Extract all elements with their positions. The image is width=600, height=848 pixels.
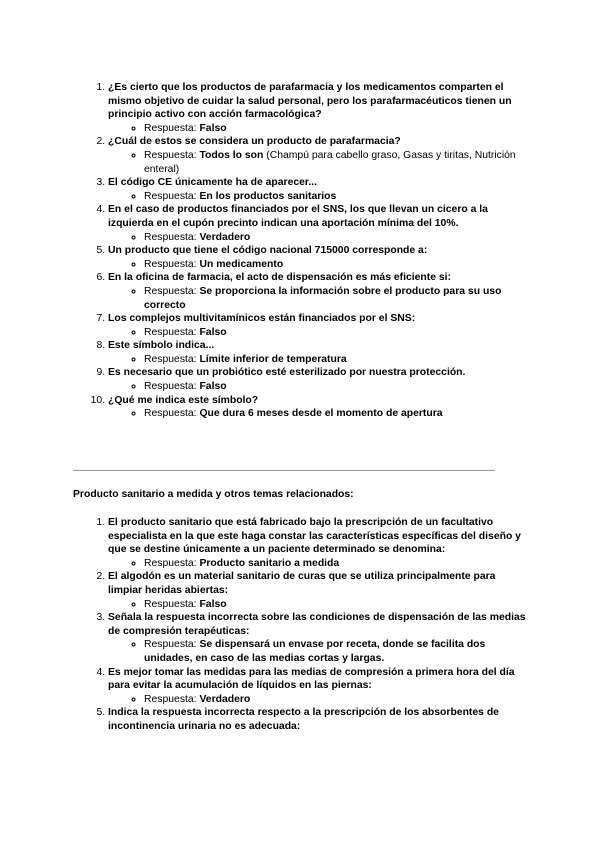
answer-label: Respuesta: — [144, 122, 197, 134]
answer-value: En los productos sanitarios — [199, 190, 337, 202]
question-item — [108, 135, 530, 176]
answer-item — [144, 285, 530, 312]
question-item — [108, 611, 530, 665]
answer-item — [144, 190, 530, 204]
answer-value: Se dispensará un envase por receta, donde se facilita dos unidades, en caso de las medias cortas y largas. — [144, 639, 486, 664]
answer-value: Falso — [199, 326, 227, 338]
answer-label: Respuesta: — [144, 381, 197, 393]
question-item — [108, 312, 530, 339]
question-list-general — [0, 81, 530, 421]
answer-item — [144, 353, 530, 367]
answer-label: Respuesta: — [144, 353, 197, 365]
question-text: Señala la respuesta incorrecta sobre las condiciones de dispensación de las medias de compresión terapéuticas: — [108, 612, 526, 637]
question-text: En el caso de productos financiados por el SNS, los que llevan un cicero a la izquierda en el cupón precinto indican una aportación mínima del 10%. — [108, 204, 488, 229]
answer-value: Un medicamento — [199, 258, 284, 270]
answer-note: (Champú para cabello graso, Gasas y tiritas, Nutrición enteral) — [144, 149, 516, 175]
question-item — [108, 244, 530, 271]
answer-item — [144, 638, 530, 665]
question-item — [108, 706, 530, 733]
answer-label: Respuesta: — [144, 598, 197, 610]
answer-label: Respuesta: — [144, 408, 197, 420]
question-item — [108, 203, 530, 244]
answer-item — [144, 598, 530, 612]
horizontal-divider — [73, 470, 495, 471]
answer-item — [144, 231, 530, 245]
answer-item — [144, 258, 530, 272]
question-text: El algodón es un material sanitario de curas que se utiliza principalmente para limpiar heridas abiertas: — [108, 571, 496, 596]
section-heading: Producto sanitario a medida y otros temas relacionados: — [73, 489, 354, 500]
answer-label: Respuesta: — [144, 149, 197, 161]
answer-label: Respuesta: — [144, 639, 197, 651]
answer-value: Límite inferior de temperatura — [199, 353, 347, 365]
answer-item — [144, 326, 530, 340]
answer-value: Falso — [199, 122, 227, 134]
answer-item — [144, 693, 530, 707]
question-text: ¿Cuál de estos se considera un producto de parafarmacia? — [108, 136, 401, 148]
question-text: ¿Es cierto que los productos de parafarmacia y los medicamentos comparten el mismo objetivo de cuidar la salud personal, pero los parafarmacéuticos tienen un principio activo con acción farmacológica? — [108, 82, 512, 121]
answer-label: Respuesta: — [144, 231, 197, 243]
question-item — [108, 570, 530, 611]
answer-item — [144, 407, 530, 421]
question-item — [108, 339, 530, 366]
question-text: El código CE únicamente ha de aparecer... — [108, 177, 318, 189]
answer-value: Falso — [199, 598, 227, 610]
answer-label: Respuesta: — [144, 693, 197, 705]
answer-value: Todos lo son — [199, 149, 264, 161]
answer-item — [144, 380, 530, 394]
answer-value: Se proporciona la información sobre el producto para su uso correcto — [144, 285, 502, 311]
question-item — [108, 271, 530, 312]
question-text: Los complejos multivitamínicos están financiados por el SNS: — [108, 313, 416, 325]
answer-value: Producto sanitario a medida — [199, 557, 340, 569]
question-text: Un producto que tiene el código nacional 715000 corresponde a: — [108, 245, 428, 257]
answer-label: Respuesta: — [144, 258, 197, 270]
question-item — [108, 366, 530, 393]
answer-label: Respuesta: — [144, 326, 197, 338]
answer-value: Verdadero — [199, 693, 251, 705]
answer-label: Respuesta: — [144, 557, 197, 569]
question-item — [108, 176, 530, 203]
answer-item — [144, 122, 530, 136]
answer-label: Respuesta: — [144, 190, 197, 202]
question-list-custom-products — [0, 516, 530, 734]
answer-label: Respuesta: — [144, 285, 197, 297]
question-text: Es necesario que un probiótico esté esterilizado por nuestra protección. — [108, 367, 466, 379]
question-text: ¿Qué me indica este símbolo? — [108, 394, 259, 406]
question-text: Este símbolo indica... — [108, 340, 215, 352]
answer-item — [144, 557, 530, 571]
question-item — [108, 394, 530, 421]
question-item — [108, 516, 530, 570]
answer-item — [144, 149, 530, 176]
question-item — [108, 666, 530, 707]
answer-value: Falso — [199, 381, 227, 393]
question-text: Es mejor tomar las medidas para las medias de compresión a primera hora del día para evitar la acumulación de líquidos en las piernas: — [108, 666, 515, 692]
question-text: Indica la respuesta incorrecta respecto a la prescripción de los absorbentes de incontinencia urinaria no es adecuada: — [108, 707, 499, 732]
answer-value: Que dura 6 meses desde el momento de apertura — [199, 408, 443, 420]
answer-value: Verdadero — [199, 231, 251, 243]
question-text: El producto sanitario que está fabricado bajo la prescripción de un facultativo especialista en la que este haga constar las características específicas del diseño y que se destine únicamente a un paciente determinado se denomina: — [108, 517, 521, 556]
question-item — [108, 81, 530, 135]
question-text: En la oficina de farmacia, el acto de dispensación es más eficiente si: — [108, 272, 452, 284]
